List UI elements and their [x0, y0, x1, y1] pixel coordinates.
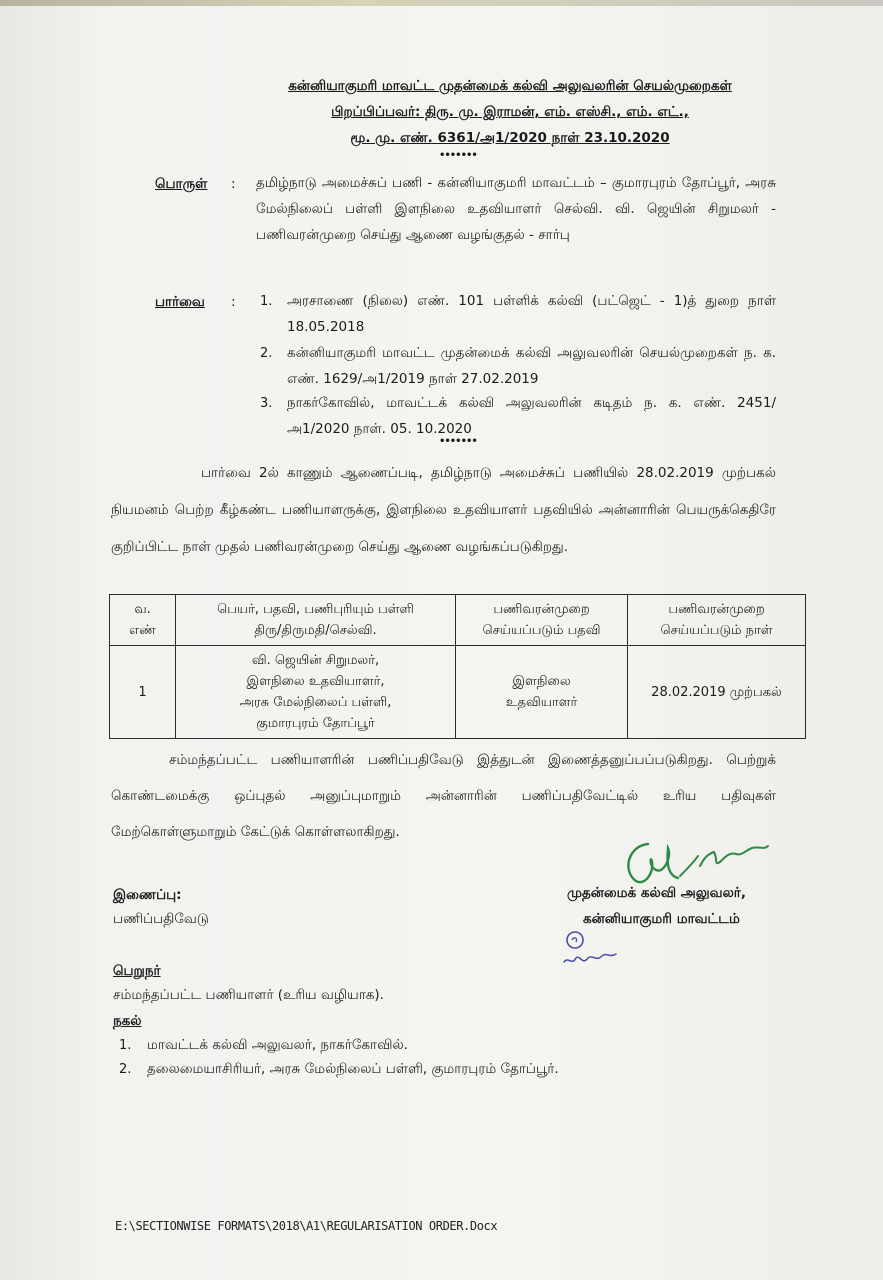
header-separator: •••••••: [439, 150, 477, 161]
header-name: பெயர், பதவி, பணிபுரியும் பள்ளி திரு/திருமதி/செல்வி.: [176, 595, 456, 646]
copy-label: நகல்: [113, 1013, 142, 1029]
reference-1-text: அரசாணை (நிலை) எண். 101 பள்ளிக் கல்வி (பட்ஜெட் - 1)த் துறை நாள் 18.05.2018: [287, 293, 776, 335]
proceedings-number: மூ. மு. எண். 6361/அ1/2020 நாள் 23.10.2020: [350, 130, 670, 146]
copy-1-text: மாவட்டக் கல்வி அலுவலர், நாகர்கோவில்.: [147, 1037, 408, 1053]
enclosure-item: பணிப்பதிவேடு: [113, 911, 209, 927]
reference-2-number: 2.: [260, 346, 273, 361]
copy-1-number: 1.: [119, 1038, 132, 1053]
subject-colon: :: [231, 176, 236, 192]
reference-1-number: 1.: [260, 294, 273, 309]
subject-label: பொருள்: [155, 176, 208, 192]
closing-paragraph: சம்மந்தப்பட்ட பணியாளரின் பணிப்பதிவேடு இத்துடன் இணைத்தனுப்பப்படுகிறது. பெற்றுக் கொண்டமைக்கு ஒப்புதல் அனுப்புமாறும் அன்னாரின் பணிப்பதிவேட்டில் உரிய பதிவுகள் மேற்கொள்ளுமாறும் கேட்டுக் கொள்ளலாகிறது.: [111, 752, 776, 840]
table-row: [110, 646, 806, 739]
recipient-label: பெறுநர்: [113, 963, 161, 979]
header-post: பணிவரன்முறை செய்யப்படும் பதவி: [456, 595, 628, 646]
signatory-district: கன்னியாகுமரி மாவட்டம்: [583, 911, 740, 927]
table-header-row: [110, 595, 806, 646]
cell-date: 28.02.2019 முற்பகல்: [628, 646, 806, 739]
initials-scribble: [558, 926, 622, 972]
reference-label: பார்வை: [155, 294, 205, 310]
copy-2-text: தலைமையாசிரியர், அரசு மேல்நிலைப் பள்ளி, குமாரபுரம் தோப்பூர்.: [147, 1061, 559, 1077]
enclosure-label: இணைப்பு:: [113, 887, 182, 903]
cell-name: வி. ஜெயின் சிறுமலர், இளநிலை உதவியாளர், அரசு மேல்நிலைப் பள்ளி, குமாரபுரம் தோப்பூர்: [176, 646, 456, 739]
cell-post: இளநிலை உதவியாளர்: [456, 646, 628, 739]
file-path-footer: E:\SECTIONWISE FORMATS\2018\A1\REGULARISATION ORDER.Docx: [115, 1219, 498, 1233]
recipient-item: சம்மந்தப்பட்ட பணியாளர் (உரிய வழியாக).: [113, 987, 384, 1003]
cell-serial: 1: [110, 646, 176, 739]
reference-3-text: நாகர்கோவில், மாவட்டக் கல்வி அலுவலரின் கடிதம் ந. க. எண். 2451/அ1/2020 நாள். 05. 10.2020: [287, 395, 776, 437]
order-paragraph: பார்வை 2ல் காணும் ஆணைப்படி, தமிழ்நாடு அமைச்சுப் பணியில் 28.02.2019 முற்பகல் நியமனம் பெற்ற கீழ்கண்ட பணியாளருக்கு, இளநிலை உதவியாளர் பதவியில் அன்னாரின் பெயருக்கெதிரே குறிப்பிட்ட நாள் முதல் பணிவரன்முறை செய்து ஆணை வழங்கப்படுகிறது.: [111, 465, 776, 555]
reference-3-number: 3.: [260, 396, 273, 411]
copy-2-number: 2.: [119, 1062, 132, 1077]
subject-text: தமிழ்நாடு அமைச்சுப் பணி - கன்னியாகுமரி மாவட்டம் – குமாரபுரம் தோப்பூர், அரசு மேல்நிலைப் பள்ளி இளநிலை உதவியாளர் செல்வி. வி. ஜெயின் சிறுமலர் - பணிவரன்முறை செய்து ஆணை வழங்குதல் - சார்பு: [256, 175, 776, 243]
signatory-designation: முதன்மைக் கல்வி அலுவலர்,: [567, 885, 746, 901]
office-title: கன்னியாகுமரி மாவட்ட முதன்மைக் கல்வி அலுவலரின் செயல்முறைகள்: [288, 78, 732, 94]
issuer-line: பிறப்பிப்பவர்: திரு. மு. இராமன், எம். எஸ்சி., எம். எட்.,: [331, 104, 689, 120]
reference-colon: :: [231, 294, 236, 310]
reference-2-text: கன்னியாகுமரி மாவட்ட முதன்மைக் கல்வி அலுவலரின் செயல்முறைகள் ந. க. எண். 1629/அ1/2019 நாள் 27.02.2019: [287, 345, 776, 387]
header-serial: வ. எண்: [110, 595, 176, 646]
regularisation-table: [109, 594, 806, 739]
reference-separator: •••••••: [439, 436, 477, 447]
header-date: பணிவரன்முறை செய்யப்படும் நாள்: [628, 595, 806, 646]
